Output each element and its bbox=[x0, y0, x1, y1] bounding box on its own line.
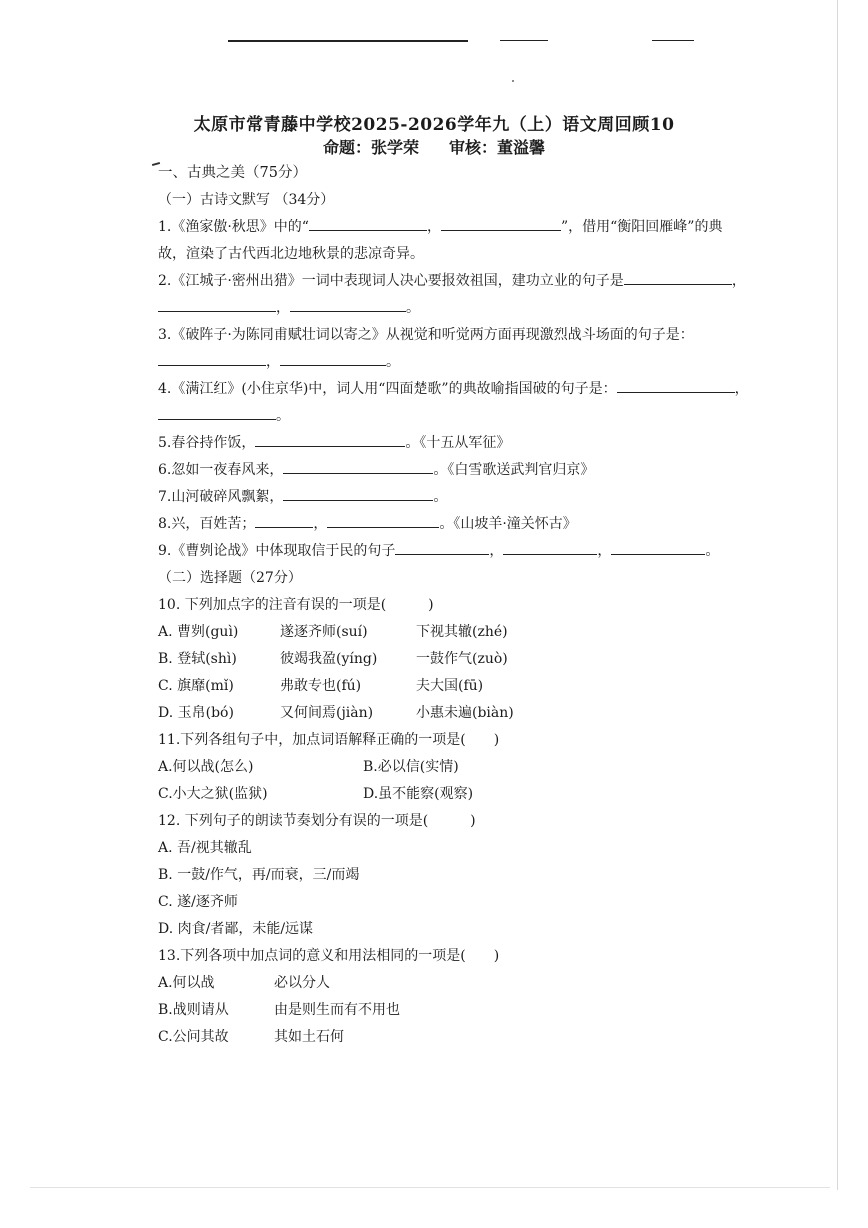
answer-blank[interactable] bbox=[503, 539, 597, 555]
reviewer-label: 审核：董溢馨 bbox=[449, 138, 546, 157]
option-line[interactable]: D. 肉食/者鄙，未能/远谋 bbox=[158, 921, 314, 937]
answer-blank[interactable] bbox=[158, 350, 266, 366]
answer-blank[interactable] bbox=[280, 350, 386, 366]
answer-blank[interactable] bbox=[395, 539, 489, 555]
header-rule bbox=[652, 40, 694, 41]
answer-blank[interactable] bbox=[283, 458, 433, 474]
answer-blank[interactable] bbox=[283, 485, 433, 501]
section-heading: 一、古典之美（75分） bbox=[158, 165, 307, 181]
author-label: 命题：张学荣 bbox=[322, 138, 419, 157]
option-row[interactable]: A.何以战 必以分人 bbox=[158, 975, 330, 991]
subsection-heading: （二）选择题（27分） bbox=[158, 570, 302, 586]
answer-blank[interactable] bbox=[255, 512, 313, 528]
question-1: 1.《渔家傲·秋思》中的“ ， ”，借用“衡阳回雁峰”的典 bbox=[158, 214, 770, 241]
option-row[interactable]: A. 曹刿(guì) 遂逐齐师(suí) 下视其辙(zhé) bbox=[158, 624, 508, 640]
answer-blank[interactable] bbox=[441, 215, 561, 231]
page-subtitle bbox=[0, 135, 868, 158]
header-rule bbox=[500, 40, 548, 41]
question-5: 5.春谷持作饭， 。《十五从军征》 bbox=[158, 430, 770, 457]
question-3: 3.《破阵子·为陈同甫赋壮词以寄之》从视觉和听觉两方面再现激烈战斗场面的句子是： bbox=[158, 327, 694, 343]
option-row[interactable]: B.战则请从 由是则生而有不用也 bbox=[158, 1002, 400, 1018]
answer-blank[interactable] bbox=[158, 296, 276, 312]
option-line[interactable]: A. 吾/视其辙乱 bbox=[158, 840, 252, 856]
option-row[interactable]: C. 旗靡(mǐ) 弗敢专也(fú) 夫大国(fū) bbox=[158, 678, 484, 694]
page-title: 太原市常青藤中学校2025-2026学年九（上）语文周回顾10 bbox=[193, 115, 675, 135]
option-line[interactable]: B. 一鼓/作气，再/而衰，三/而竭 bbox=[158, 867, 360, 883]
subsection-heading: （一）古诗文默写 （34分） bbox=[158, 192, 335, 208]
question-1-cont: 故，渲染了古代西北边地秋景的悲凉奇异。 bbox=[158, 246, 424, 262]
scan-edge-bottom bbox=[30, 1187, 830, 1188]
question-2: 2.《江城子·密州出猎》一词中表现词人决心要报效祖国，建功立业的句子是 ， bbox=[158, 268, 770, 295]
scan-edge-right bbox=[837, 0, 838, 1190]
question-9: 9.《曹刿论战》中体现取信于民的句子 ， ， 。 bbox=[158, 538, 770, 565]
answer-blank[interactable] bbox=[158, 404, 276, 420]
exam-content bbox=[158, 160, 770, 1051]
question-6: 6.忽如一夜春风来， 。《白雪歌送武判官归京》 bbox=[158, 457, 770, 484]
option-row[interactable]: D. 玉帛(bó) 又何间焉(jiàn) 小惠未遍(biàn) bbox=[158, 705, 514, 721]
answer-blank[interactable] bbox=[611, 539, 705, 555]
header-rule bbox=[228, 40, 468, 42]
answer-blank[interactable] bbox=[309, 215, 427, 231]
question-7: 7.山河破碎风飘絮， 。 bbox=[158, 484, 770, 511]
answer-blank[interactable] bbox=[624, 269, 732, 285]
question-12: 12. 下列句子的朗读节奏划分有误的一项是( ) bbox=[158, 813, 476, 829]
question-3-cont: ， 。 bbox=[158, 349, 770, 376]
scan-speck bbox=[512, 80, 514, 82]
question-8: 8.兴，百姓苦； ， 。《山坡羊·潼关怀古》 bbox=[158, 511, 770, 538]
option-row[interactable]: B. 登轼(shì) 彼竭我盈(yíng) 一鼓作气(zuò) bbox=[158, 651, 508, 667]
answer-blank[interactable] bbox=[290, 296, 406, 312]
option-row[interactable]: C.小大之狱(监狱) D.虽不能察(观察) bbox=[158, 786, 474, 802]
answer-blank[interactable] bbox=[327, 512, 439, 528]
question-4-cont: 。 bbox=[158, 403, 770, 430]
option-row[interactable]: A.何以战(怎么) B.必以信(实情) bbox=[158, 759, 459, 775]
question-2-cont: ， 。 bbox=[158, 295, 770, 322]
question-4: 4.《满江红》(小住京华)中，词人用“四面楚歌”的典故喻指国破的句子是： ， bbox=[158, 376, 770, 403]
option-line[interactable]: C. 遂/逐齐师 bbox=[158, 894, 238, 910]
question-11: 11.下列各组句子中，加点词语解释正确的一项是( ) bbox=[158, 732, 500, 748]
question-13: 13.下列各项中加点词的意义和用法相同的一项是( ) bbox=[158, 948, 500, 964]
answer-blank[interactable] bbox=[617, 377, 735, 393]
question-10: 10. 下列加点字的注音有误的一项是( ) bbox=[158, 597, 434, 613]
answer-blank[interactable] bbox=[255, 431, 405, 447]
option-row[interactable]: C.公问其故 其如土石何 bbox=[158, 1029, 344, 1045]
